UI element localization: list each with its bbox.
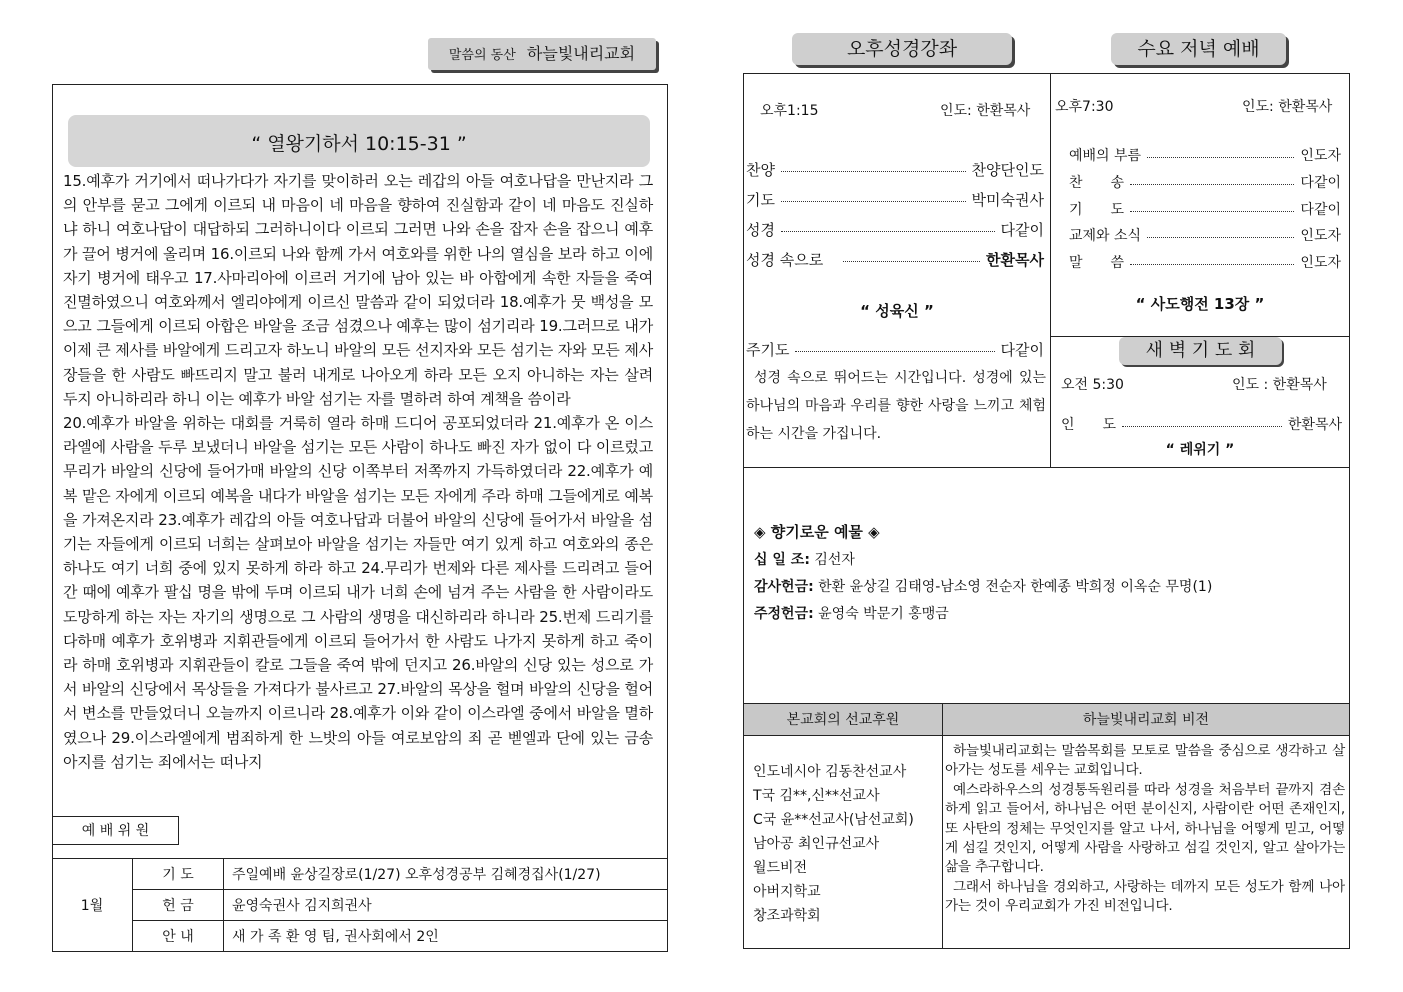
committee-role: 기 도 [133,859,224,890]
afternoon-item-label: 성경 속으로 [746,251,824,269]
afternoon-item-label: 성경 [746,221,775,239]
offering-value: 윤영숙 박문기 홍맹금 [818,606,949,622]
list-item [1069,252,1341,272]
list-item [746,159,1044,180]
badge-church-name: 하늘빛내리교회 [526,44,636,63]
offering-row [754,576,1212,596]
mission-header: 본교회의 선교후원 [786,712,900,728]
list-item: 인도네시아 김동찬선교사 [753,764,907,780]
wednesday-topic: “ 사도행전 13장 ” [1135,295,1265,313]
list-item [746,219,1044,240]
committee-label-text: 예 배 위 원 [81,823,150,839]
afternoon-prayer-value: 다같이 [1000,341,1044,359]
afternoon-item-value: 다같이 [1000,221,1044,239]
list-item: 아버지학교 [753,884,821,900]
list-item: 남아공 최인규선교사 [753,836,880,852]
afternoon-class-header [792,33,1012,65]
wednesday-item-value: 다같이 [1300,202,1341,218]
list-item [746,249,1044,270]
wednesday-service-header-text: 수요 저녁 예배 [1137,38,1260,60]
afternoon-item-value: 한환목사 [986,251,1044,269]
wednesday-time: 오후7:30 [1055,99,1114,115]
wednesday-item-value: 다같이 [1300,175,1341,191]
wednesday-item-label: 교제와 소식 [1069,228,1142,244]
church-name-badge [428,38,656,70]
sermon-title-banner [68,115,650,167]
committee-label [53,816,179,845]
badge-subtitle: 말씀의 동산 [448,48,516,63]
list-item: C국 윤**선교사(남선교회) [753,812,914,828]
afternoon-prayer-label: 주기도 [746,341,790,359]
dawn-item-label: 인 도 [1061,417,1117,433]
list-item [746,189,1044,210]
offering-value: 김선자 [814,552,855,568]
leader-dots [781,171,966,172]
vision-paragraph-2: 예스라하우스의 성경통독원리를 따라 성경을 처음부터 끝까지 겸손하게 읽고 들어서, 하나님은 어떤 분이신지, 사람이란 어떤 존재인지, 또 사탄의 정체는 무엇인지를 알고 나서, 하나님을 어떻게 믿고, 어떻게 섬길 것인지, 어떻게 사람을 사랑하고 섬길 것인지, 알고 살아가는 삶을 추구합니다. [945,781,1345,876]
offering-label: 십 일 조: [754,552,810,568]
committee-desc: 새 가 족 환 영 팀, 권사회에서 2인 [224,921,669,952]
list-item [1069,145,1341,165]
dawn-topic: “ 레위기 ” [1165,442,1235,458]
scripture-paragraph-1: 15.예후가 거기에서 떠나가다가 자기를 맞이하러 오는 레갑의 아들 여호나답을 만난지라 그의 안부를 묻고 그에게 이르되 내 마음이 네 마음을 향하여 진실함과 같이 네 마음도 진실하냐 하니 여호나답이 대답하되 그러하니이다 이르되 그러면 나와 손을 잡자 손을 잡으니 예후가 끌어 병거에 올리며 16.이르되 나와 함께 가서 여호와를 위한 나의 열심을 보라 하고 이에 자기 병거에 태우고 17.사마리아에 이르러 거기에 남아 있는 바 아합에게 속한 자들을 죽여 진멸하였으니 여호와께서 엘리야에게 이르신 말씀과 같이 되었더라 18.예후가 뭇 백성을 모으고 그들에게 이르되 아합은 바알을 조금 섬겼으나 예후는 많이 섬기리라 19.그러므로 내가 이제 큰 제사를 바알에게 드리고자 하노니 바알의 모든 선지자와 모든 섬기는 자와 모든 제사장들을 한 사람도 빠뜨리지 말고 불러 내게로 나아오게 하라 모든 오지 아니하는 자는 살려 두지 아니하리라 하니 이는 예후가 바알 섬기는 자를 멸하려 하여 계책을 씀이라 [63,172,653,408]
wednesday-item-label: 말 씀 [1069,255,1125,271]
table-row [52,890,668,921]
dawn-prayer-header [1119,337,1282,365]
leader-dots [1130,184,1294,185]
offering-title: ◈ 향기로운 예물 ◈ [754,523,880,541]
list-item [1069,172,1341,192]
afternoon-time: 오후1:15 [760,103,819,119]
vision-text [945,742,1345,917]
leader-dots [781,231,995,232]
committee-table [52,858,668,952]
mission-list [753,760,914,928]
afternoon-leader: 인도: 한환목사 [940,103,1031,119]
scripture-text [63,169,653,774]
list-item [1061,414,1342,434]
wednesday-item-label: 기 도 [1069,202,1125,218]
list-item: 월드비전 [753,860,808,876]
sermon-panel [52,84,668,952]
leader-dots [795,351,994,352]
afternoon-topic: “ 성육신 ” [860,302,934,320]
afternoon-class-header-text: 오후성경강좌 [846,38,958,60]
wednesday-service-header [1111,33,1286,65]
vision-header: 하늘빛내리교회 비전 [1082,712,1210,728]
table-row [52,921,668,952]
vision-paragraph-1: 하늘빛내리교회는 말씀목회를 모토로 말씀을 중심으로 생각하고 살아가는 성도를 세우는 교회입니다. [945,743,1345,779]
wednesday-item-value: 인도자 [1300,148,1341,164]
wednesday-item-label: 찬 송 [1069,175,1125,191]
vision-paragraph-3: 그래서 하나님을 경외하고, 사랑하는 데까지 모든 성도가 함께 나아가는 것이 우리교회가 가진 비전입니다. [945,878,1345,915]
leader-dots [1147,237,1294,238]
wednesday-leader: 인도: 한환목사 [1242,99,1333,115]
leader-dots [781,201,966,202]
wednesday-item-value: 인도자 [1300,228,1341,244]
column-divider [1050,74,1051,467]
afternoon-item-value: 박미숙권사 [971,191,1044,209]
committee-desc: 윤영숙권사 김지희권사 [224,890,669,921]
dawn-item-value: 한환목사 [1287,417,1342,433]
list-item [746,339,1044,360]
offering-row [754,549,855,569]
afternoon-item-label: 기도 [746,191,775,209]
offering-label: 감사헌금: [754,579,814,595]
offering-value: 한환 윤상길 김태영-남소영 전순자 한예종 박희정 이옥순 무명(1) [818,579,1213,595]
section-divider [744,467,1349,468]
afternoon-description: 성경 속으로 뛰어드는 시간입니다. 성경에 있는 하나님의 마음과 우리를 향한 사랑을 느끼고 체험하는 시간을 가집니다. [746,370,1046,442]
committee-month: 1월 [52,859,133,952]
column-divider [942,703,943,948]
list-item: T국 김**,신**선교사 [753,788,880,804]
dawn-leader: 인도 : 한환목사 [1232,377,1327,393]
dawn-prayer-header-text: 새 벽 기 도 회 [1145,340,1256,361]
right-panel [743,73,1350,949]
dawn-time: 오전 5:30 [1061,377,1124,393]
leader-dots [843,261,980,262]
afternoon-item-label: 찬양 [746,161,775,179]
leader-dots [1130,264,1294,265]
leader-dots [1147,157,1294,158]
list-item [1069,199,1341,219]
table-row [52,859,668,890]
offering-label: 주정헌금: [754,606,814,622]
committee-role: 안 내 [133,921,224,952]
afternoon-item-value: 찬양단인도 [971,161,1044,179]
committee-desc: 주일예배 윤상길장로(1/27) 오후성경공부 김혜경집사(1/27) [224,859,669,890]
wednesday-item-label: 예배의 부름 [1069,148,1142,164]
list-item [1069,225,1341,245]
leader-dots [1122,426,1282,427]
offering-row [754,603,949,623]
wednesday-item-value: 인도자 [1300,255,1341,271]
list-item: 창조과학회 [753,908,821,924]
sermon-title: “ 열왕기하서 10:15-31 ” [251,133,467,155]
leader-dots [1130,211,1294,212]
committee-role: 헌 금 [133,890,224,921]
scripture-paragraph-2: 20.예후가 바알을 위하는 대회를 거룩히 열라 하매 드디어 공포되었더라 21.예후가 온 이스라엘에 사람을 두루 보냈더니 바알을 섬기는 모든 사람이 하나도 빠진 자가 없이 다 이르렀고 무리가 바알의 신당에 들어가매 바알의 신당 이쪽부터 저쪽까지 가득하였더라 22.예후가 예복 맡은 자에게 이르되 예복을 내다가 바알을 섬기는 모든 자에게 주라 하매 그들에게로 예복을 가져온지라 23.예후가 레갑의 아들 여호나답과 더불어 바알의 신당에 들어가서 바알을 섬기는 자들에게 이르되 너희는 살펴보아 바알을 섬기는 자들만 여기 있게 하고 여호와의 종은 하나도 여기 너희 중에 있지 못하게 하라 하고 24.무리가 번제와 다른 제사를 드리려고 들어간 때에 예후가 팔십 명을 밖에 두며 이르되 내가 너희 손에 넘겨 주는 사람을 한 사람이라도 도망하게 하는 자는 자기의 생명으로 그 사람의 생명을 대신하리라 하니라 25.번제 드리기를 다하매 예후가 호위병과 지휘관들에게 이르되 들어가서 한 사람도 나가지 못하게 하고 죽이라 하매 호위병과 지휘관들이 칼로 그들을 죽여 밖에 던지고 26.바알의 신당 있는 성으로 가서 바알의 신당에서 목상들을 가져다가 불사르고 27.바알의 목상을 헐며 바알의 신당을 헐어서 변소를 만들었더니 오늘까지 이르니라 28.예후가 이와 같이 이스라엘 중에서 바알을 멸하였으나 29.이스라엘에게 범죄하게 한 느밧의 아들 여로보암의 죄 곧 벧엘과 단에 있는 금송아지를 섬기는 죄에서는 떠나지 [63,414,653,771]
